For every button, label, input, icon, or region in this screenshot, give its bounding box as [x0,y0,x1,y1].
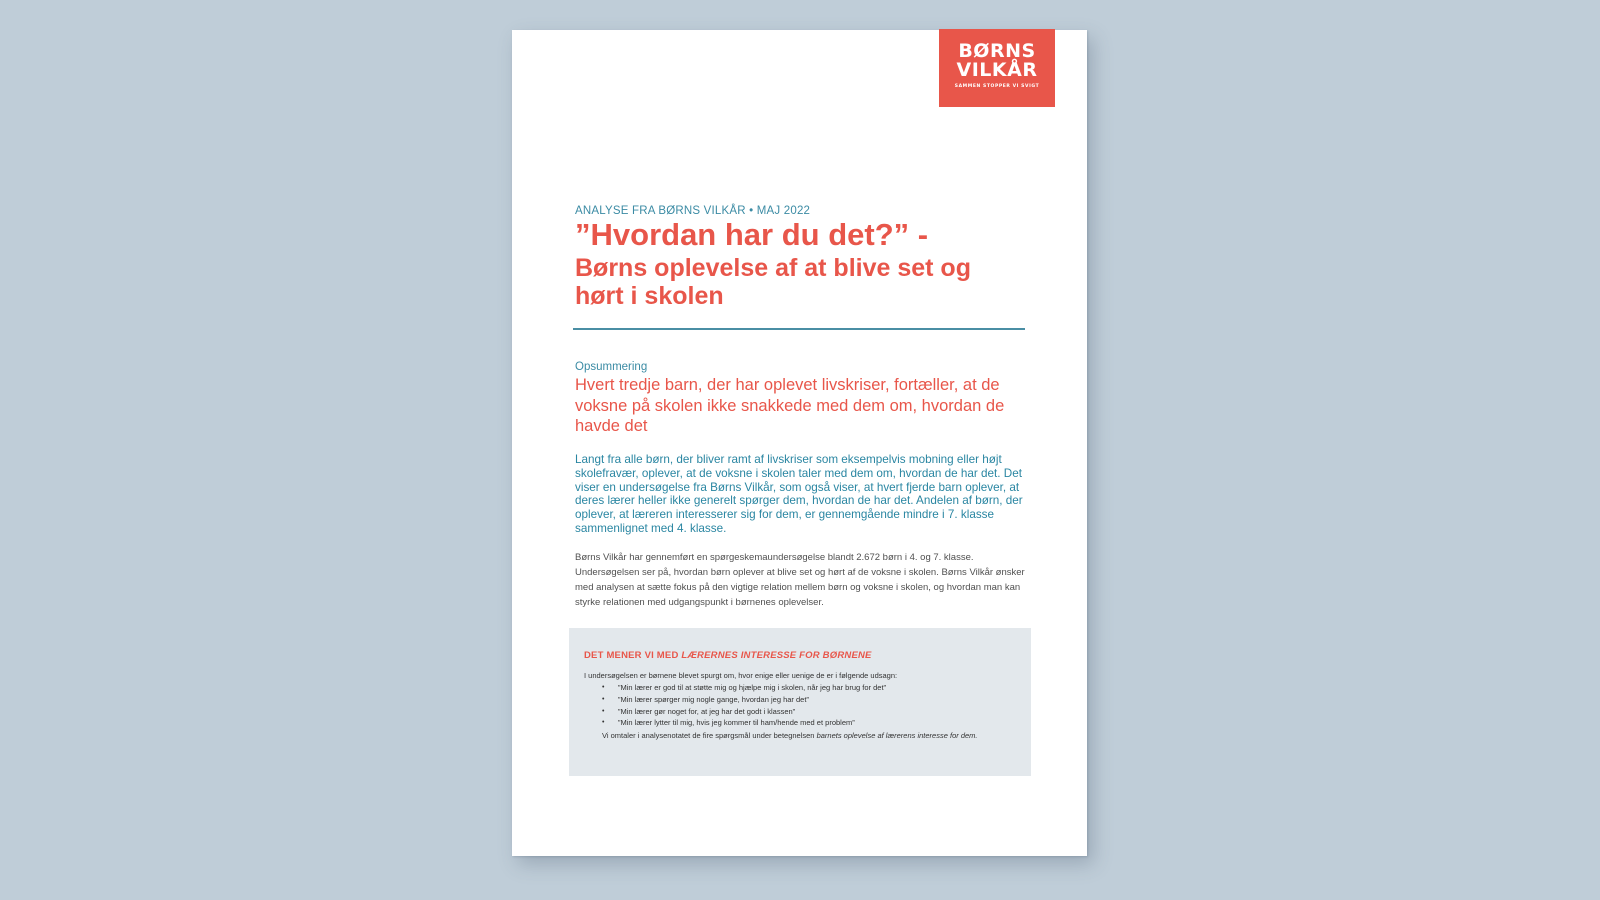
definition-box-note [602,730,1027,741]
definition-box [569,628,1031,776]
list-item: • ”Min lærer spørger mig nogle gange, hvordan jeg har det” [602,694,886,706]
document-title: ”Hvordan har du det?” - [575,217,929,252]
logo-text-line-1: BØRNS [958,40,1036,62]
list-item: • ”Min lærer er god til at støtte mig og hjælpe mig i skolen, når jeg har brug for det” [602,682,886,694]
summary-headline: Hvert tredje barn, der har oplevet livskriser, fortæller, at de voksne på skolen ikke snakkede med dem om, hvordan de havde det [575,376,1005,435]
list-item: • ”Min lærer lytter til mig, hvis jeg kommer til ham/hende med et problem” [602,717,886,729]
logo-text-line-2: VILKÅR [956,59,1038,81]
body-paragraph: Børns Vilkår har gennemført en spørgeskemaundersøgelse blandt 2.672 børn i 4. og 7. klasse. Undersøgelsen ser på, hvordan børn oplever at blive set og hørt af de voksne i skolen. Børns Vilkår ønsker med analysen at sætte fokus på den vigtige relation mellem børn og voksne i skolen, og hvordan man kan styrke relationen med udgangspunkt i børnenes oplevelser. [575,552,1025,608]
lead-paragraph: Langt fra alle børn, der bliver ramt af livskriser som eksempelvis mobning eller højt skolefravær, oplever, at de voksne i skolen taler med dem om, hvordan de har det. Det viser en undersøgelse fra Børns Vilkår, som også viser, at hvert fjerde barn oplever, at deres lærer heller ikke generelt spørger dem, hvordan de har det. Andelen af børn, der oplever, at læreren interesserer sig for dem, er gennemgående mindre i 7. klasse sammenlignet med 4. klasse. [575,453,1023,535]
definition-box-note-italic: barnets oplevelse af lærerens interesse for dem. [816,731,978,740]
definition-box-heading [584,650,872,661]
document-title-block [575,217,1035,310]
definition-box-heading-italic: LÆRERNES INTERESSE FOR BØRNENE [681,650,872,661]
document-page [512,30,1087,856]
definition-box-note-plain: Vi omtaler i analysenotatet de fire spørgsmål under betegnelsen [602,731,817,740]
title-divider [573,328,1025,330]
list-item: • ”Min lærer gør noget for, at jeg har det godt i klassen” [602,706,886,718]
definition-box-intro: I undersøgelsen er børnene blevet spurgt om, hvor enige eller uenige de er i følgende udsagn: [584,671,898,680]
logo-tagline: SAMMEN STOPPER VI SVIGT [954,84,1040,89]
definition-box-heading-plain: DET MENER VI MED [584,650,682,661]
statement-list [602,682,886,729]
document-subtitle: Børns oplevelse af at blive set og hørt i skolen [575,254,971,310]
summary-label: Opsummering [575,361,648,373]
document-kicker: ANALYSE FRA BØRNS VILKÅR • MAJ 2022 [575,205,811,217]
borns-vilkar-logo [939,29,1055,107]
